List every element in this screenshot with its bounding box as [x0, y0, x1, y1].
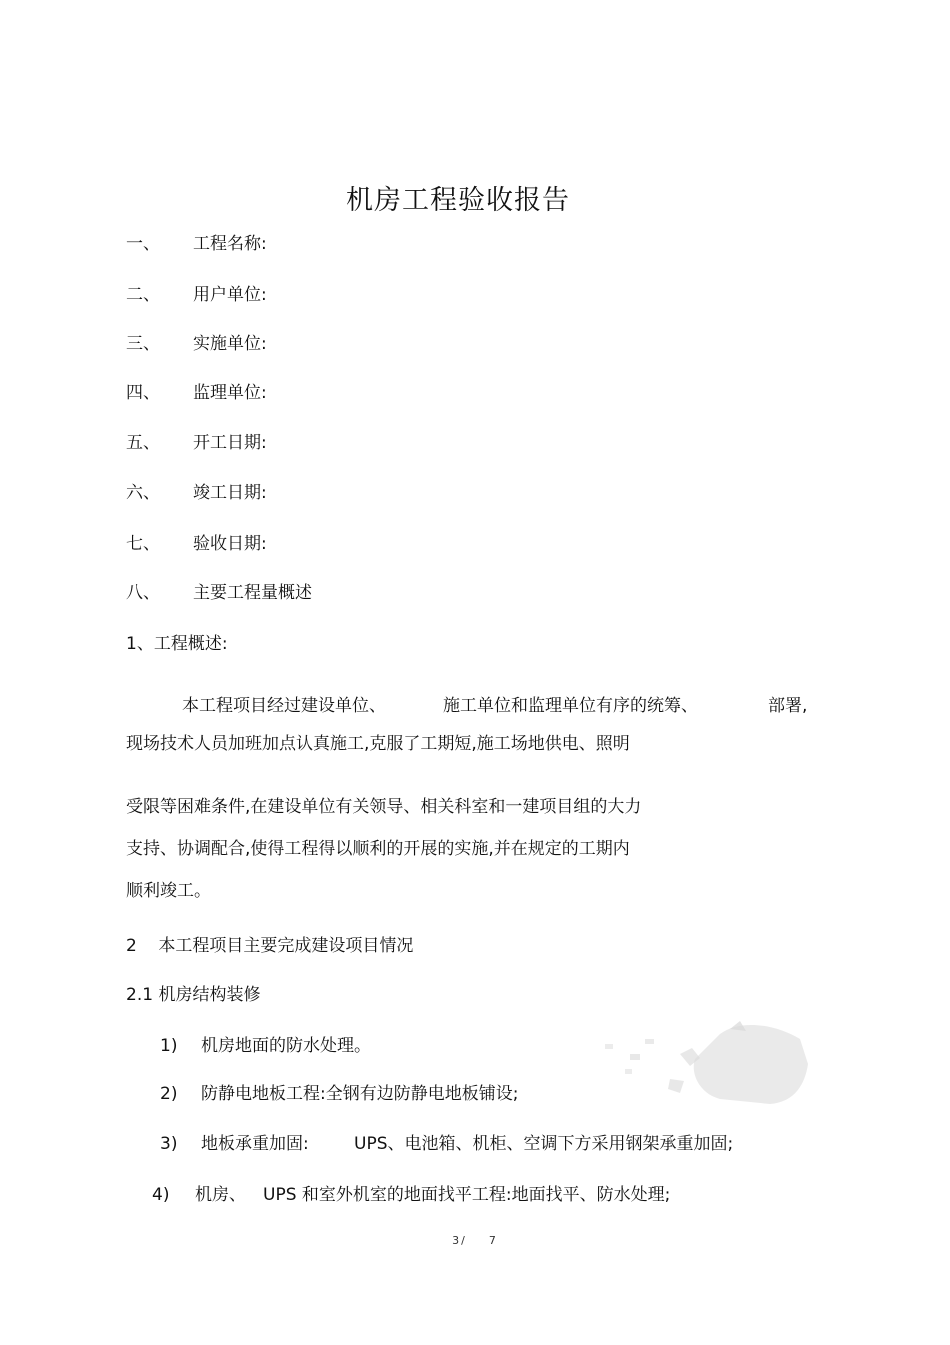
list-item-text: 防静电地板工程:全钢有边防静电地板铺设;	[201, 1084, 519, 1104]
overview-heading: 1、工程概述:	[126, 634, 228, 654]
list-item-text: 地板承重加固:	[201, 1134, 309, 1154]
list-item-text: UPS 和室外机室的地面找平工程:地面找平、防水处理;	[263, 1185, 671, 1205]
section-2-1-heading: 2.1 机房结构装修	[126, 985, 261, 1005]
section-number: 七、	[126, 534, 160, 554]
paragraph-line: 支持、协调配合,使得工程得以顺利的开展的实施,并在规定的工期内	[126, 839, 630, 859]
page-current: 3	[452, 1234, 462, 1247]
section-2-heading: 2 本工程项目主要完成建设项目情况	[126, 936, 414, 956]
section-label: 用户单位:	[193, 285, 267, 305]
list-item-number: 1)	[160, 1036, 178, 1056]
list-item-number: 4)	[152, 1185, 170, 1205]
paragraph-line: 顺利竣工。	[126, 881, 211, 901]
page-separator: /	[461, 1234, 467, 1247]
section-label: 开工日期:	[193, 433, 267, 453]
list-item	[160, 1082, 177, 1106]
section-number: 六、	[126, 483, 160, 503]
paragraph-line	[443, 694, 698, 718]
section-label: 验收日期:	[193, 534, 267, 554]
page-total: 7	[488, 1234, 498, 1247]
section-number: 八、	[126, 583, 160, 603]
document-title: 机房工程验收报告	[346, 185, 570, 216]
list-item-text: UPS、电池箱、机柜、空调下方采用钢架承重加固;	[354, 1134, 734, 1154]
paragraph-line: 现场技术人员加班加点认真施工,克服了工期短,施工场地供电、照明	[126, 734, 630, 754]
paragraph-line	[768, 694, 807, 718]
paragraph-line: 受限等困难条件,在建设单位有关领导、相关科室和一建项目组的大力	[126, 797, 642, 817]
section-label: 工程名称:	[193, 234, 267, 254]
list-item-text: 机房地面的防水处理。	[201, 1036, 371, 1056]
paragraph-line	[182, 694, 386, 718]
section-number: 一、	[126, 234, 160, 254]
list-item-text: 机房、	[195, 1185, 246, 1205]
section-number: 三、	[126, 334, 160, 354]
paragraph-fragment: 部署,	[768, 696, 808, 716]
list-item	[152, 1183, 169, 1207]
list-item-number: 2)	[160, 1084, 178, 1104]
list-item	[160, 1132, 177, 1156]
list-item-number: 3)	[160, 1134, 178, 1154]
section-number: 二、	[126, 285, 160, 305]
section-number: 五、	[126, 433, 160, 453]
paragraph-fragment: 本工程项目经过建设单位、	[182, 696, 386, 716]
paragraph-fragment: 施工单位和监理单位有序的统筹、	[443, 696, 698, 716]
section-label: 竣工日期:	[193, 483, 267, 503]
list-item	[160, 1034, 177, 1058]
section-label: 监理单位:	[193, 383, 267, 403]
faded-stamp-mark	[600, 1014, 810, 1109]
section-label: 主要工程量概述	[193, 583, 312, 603]
section-number: 四、	[126, 383, 160, 403]
section-label: 实施单位:	[193, 334, 267, 354]
page-number	[0, 1234, 950, 1247]
